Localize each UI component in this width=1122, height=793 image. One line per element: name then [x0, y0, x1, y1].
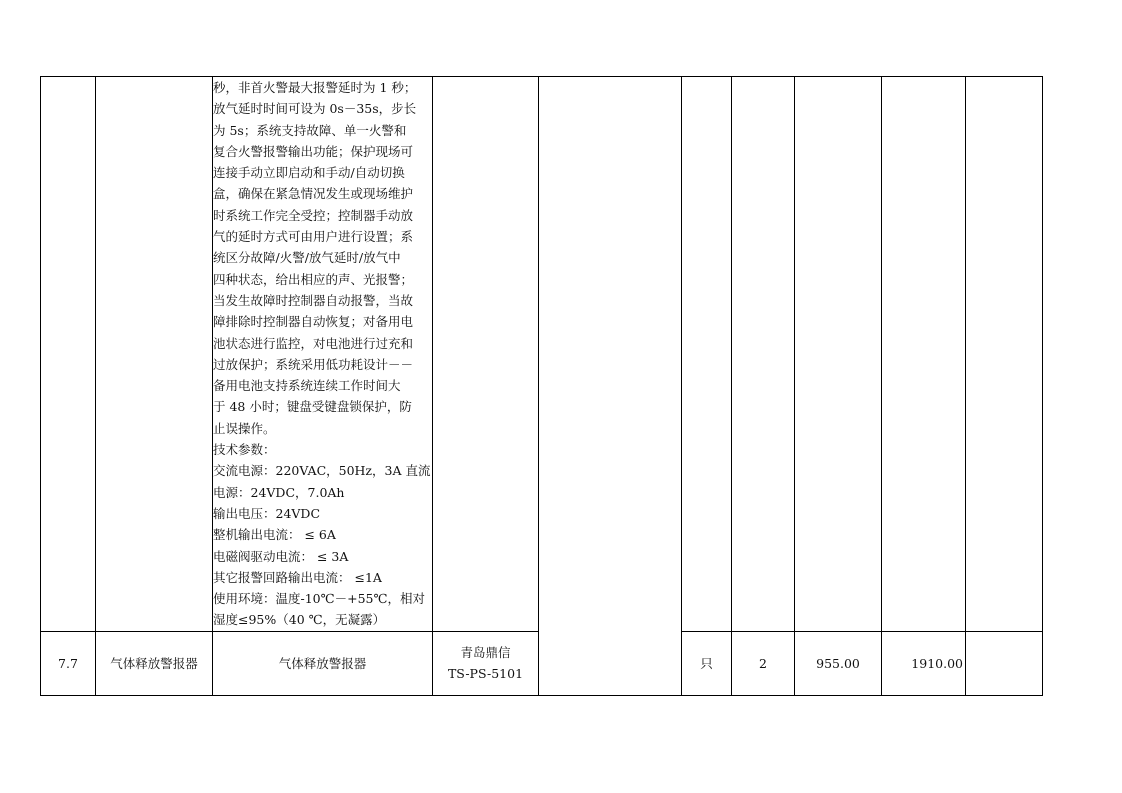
- desc-line: 当发生故障时控制器自动报警，当故: [213, 292, 414, 308]
- cell-index-empty: [41, 77, 96, 632]
- desc-line: 整机输出电流： ≤ 6A: [213, 527, 336, 543]
- desc-line: 过放保护；系统采用低功耗设计－－: [213, 356, 414, 372]
- desc-line: 时系统工作完全受控；控制器手动放: [213, 207, 414, 223]
- item-remark: [966, 631, 1043, 695]
- continuation-row: [41, 77, 1043, 632]
- cell-remark-empty: [966, 77, 1043, 632]
- item-total: 1910.00: [882, 631, 966, 695]
- cell-qty-empty: [732, 77, 795, 632]
- desc-line: 交流电源：220VAC，50Hz，3A 直流: [213, 463, 431, 479]
- desc-line: 障排除时控制器自动恢复；对备用电: [213, 314, 414, 330]
- desc-line: 秒，非首火警最大报警延时为 1 秒；: [213, 80, 417, 95]
- desc-line: 盒，确保在紧急情况发生或现场维护: [213, 186, 414, 202]
- desc-line: 止误操作。: [213, 420, 276, 436]
- desc-line: 电源：24VDC，7.0Ah: [213, 484, 345, 500]
- cell-unit-empty: [682, 77, 732, 632]
- desc-line: 使用环境：温度-10℃－+55℃，相对: [213, 591, 425, 607]
- cell-description-continued: [213, 77, 433, 632]
- desc-line: 池状态进行监控，对电池进行过充和: [213, 335, 414, 351]
- desc-line: 连接手动立即启动和手动/自动切换: [213, 165, 405, 181]
- cell-spec-merged: [539, 77, 682, 696]
- desc-line: 备用电池支持系统连续工作时间大: [213, 378, 401, 394]
- cell-name-empty: [96, 77, 213, 632]
- item-name: 气体释放警报器: [96, 631, 213, 695]
- item-brand-model: [433, 631, 539, 695]
- desc-line: 湿度≤95%（40 ℃，无凝露）: [213, 612, 386, 628]
- desc-line: 于 48 小时；键盘受键盘锁保护，防: [213, 399, 412, 415]
- item-quantity: 2: [732, 631, 795, 695]
- item-unit: 只: [682, 631, 732, 695]
- desc-line: 为 5s；系统支持故障、单一火警和: [213, 122, 407, 138]
- cell-price-empty: [795, 77, 882, 632]
- desc-line: 技术参数：: [213, 442, 276, 458]
- item-brand: 青岛鼎信: [460, 644, 511, 660]
- desc-line: 电磁阀驱动电流： ≤ 3A: [213, 548, 349, 564]
- item-index: 7.7: [41, 631, 96, 695]
- item-description: 气体释放警报器: [213, 631, 433, 695]
- quotation-table: [40, 76, 1043, 696]
- item-unit-price: 955.00: [795, 631, 882, 695]
- item-model: TS-PS-5101: [447, 666, 524, 682]
- desc-line: 输出电压：24VDC: [213, 505, 321, 521]
- cell-total-empty: [882, 77, 966, 632]
- desc-line: 气的延时方式可由用户进行设置；系: [213, 229, 414, 245]
- desc-line: 放气延时时间可设为 0s－35s，步长: [213, 101, 417, 117]
- cell-brand-empty: [433, 77, 539, 632]
- desc-line: 其它报警回路输出电流： ≤1A: [213, 569, 382, 585]
- desc-line: 统区分故障/火警/放气延时/放气中: [213, 250, 401, 266]
- desc-line: 复合火警报警输出功能；保护现场可: [213, 143, 414, 159]
- desc-line: 四种状态，给出相应的声、光报警；: [213, 271, 414, 287]
